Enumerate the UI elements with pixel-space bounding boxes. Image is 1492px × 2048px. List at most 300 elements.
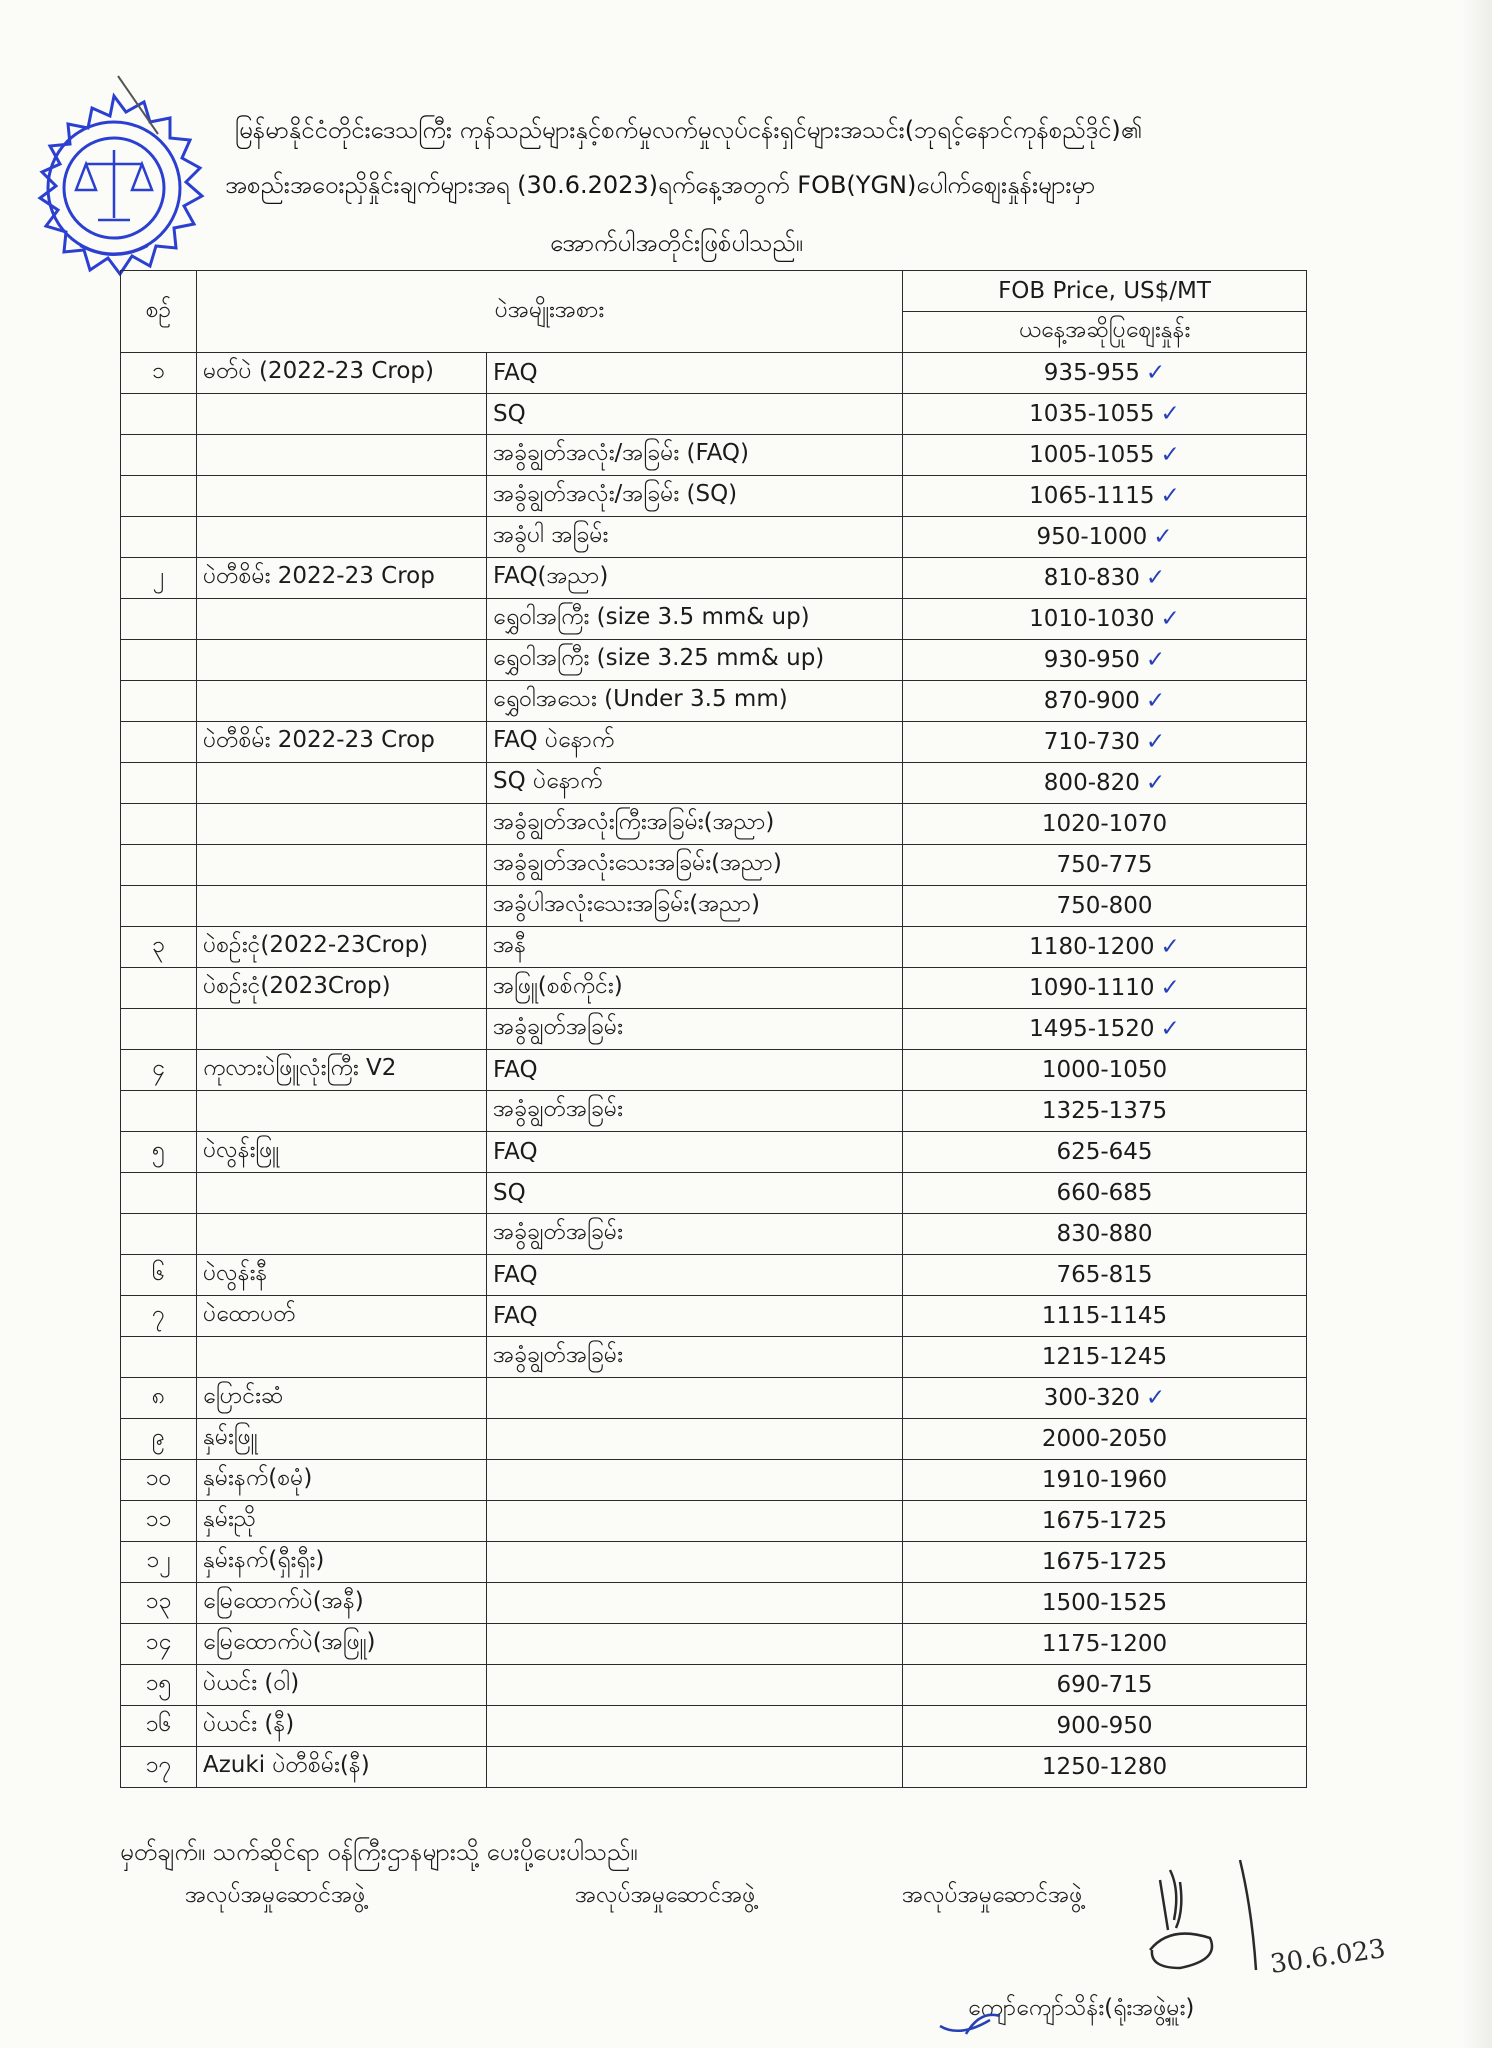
table-row [121,353,1307,394]
row-price-text: 1005-1055 [1029,442,1155,468]
row-price [903,1009,1307,1050]
row-price [903,1296,1307,1337]
row-number [121,558,197,599]
table-row [121,1337,1307,1378]
table-row [121,1050,1307,1091]
row-number [121,353,197,394]
row-number [121,722,197,763]
row-item [197,1378,487,1419]
table-row [121,763,1307,804]
column-header-price: FOB Price, US$/MT [903,271,1307,312]
row-price [903,1050,1307,1091]
row-grade [487,517,903,558]
row-item [197,804,487,845]
signatory-label-2: အလုပ်အမှုဆောင်အဖွဲ့ [575,1882,756,1908]
row-grade-text: FAQ [493,360,538,386]
row-grade [487,1296,903,1337]
row-item [197,763,487,804]
row-price-text: 1000-1050 [1041,1057,1168,1083]
row-price [903,558,1307,599]
row-price-text: 1325-1375 [1041,1098,1168,1124]
row-grade-text: FAQ [493,1139,538,1165]
row-number [121,681,197,722]
row-grade-text: FAQ ပဲနောက် [493,727,615,753]
row-grade [487,435,903,476]
row-number-text: ၁၁ [145,1506,172,1532]
row-item [197,845,487,886]
row-number [121,1583,197,1624]
row-price [903,640,1307,681]
row-grade-text: အနီ [493,932,527,958]
row-item [197,394,487,435]
row-grade-text: အခွံချွတ်အလုံး/အခြမ်း (SQ) [493,481,738,507]
row-item [197,1706,487,1747]
table-row [121,1091,1307,1132]
row-price [903,1337,1307,1378]
row-number-text: ၇ [152,1301,165,1327]
table-row [121,599,1307,640]
row-item-text: ကုလားပဲဖြူလုံးကြီး V2 [203,1055,397,1081]
row-grade-text: FAQ(အညာ) [493,563,609,589]
row-item [197,1460,487,1501]
row-item-text: ပဲယင်း (နီ) [203,1711,295,1737]
table-row [121,517,1307,558]
row-grade [487,1542,903,1583]
row-price-text: 1910-1960 [1041,1467,1168,1493]
row-grade [487,1091,903,1132]
checkmark-tick-icon: ✓ [1160,975,1180,1001]
row-number-text: ၄ [152,1055,165,1081]
row-price [903,1501,1307,1542]
checkmark-tick-icon: ✓ [1145,688,1166,714]
table-row [121,1665,1307,1706]
row-item [197,558,487,599]
row-item [197,1501,487,1542]
table-row [121,476,1307,517]
row-price-text: 900-950 [1056,1713,1153,1739]
row-grade [487,722,903,763]
checkmark-tick-icon: ✓ [1160,442,1180,468]
row-item [197,1091,487,1132]
row-grade-text: အခွံချွတ်အလုံးသေးအခြမ်း(အညာ) [493,850,782,876]
row-item [197,1624,487,1665]
row-grade-text: အခွံပါအလုံးသေးအခြမ်း(အညာ) [493,891,760,917]
row-number [121,845,197,886]
row-grade [487,394,903,435]
header-line-3: အောက်ပါအတိုင်းဖြစ်ပါသည်။ [550,229,803,257]
row-grade [487,1173,903,1214]
table-row [121,1132,1307,1173]
row-price-text: 1065-1115 [1029,483,1155,509]
row-item [197,1337,487,1378]
row-number [121,1706,197,1747]
row-number-text: ၁၅ [145,1670,172,1696]
row-number [121,1009,197,1050]
table-row [121,558,1307,599]
row-item-text: ပဲလွန်းနီ [203,1260,268,1286]
row-item-text: ပဲထောပတ် [203,1301,296,1327]
row-grade [487,927,903,968]
row-grade [487,1009,903,1050]
table-row [121,1747,1307,1788]
row-price-text: 1180-1200 [1029,934,1155,960]
row-price-text: 870-900 [1043,688,1140,714]
table-row [121,435,1307,476]
row-grade [487,353,903,394]
row-grade-text: SQ [493,401,526,427]
table-row [121,1378,1307,1419]
row-grade [487,1665,903,1706]
row-price [903,968,1307,1009]
row-number [121,1501,197,1542]
row-price [903,763,1307,804]
table-row [121,886,1307,927]
row-number [121,1460,197,1501]
column-header-item: ပဲအမျိုးအစား [197,271,903,353]
row-item [197,1009,487,1050]
checkmark-tick-icon: ✓ [1153,524,1173,550]
row-price-text: 935-955 [1043,360,1140,386]
row-grade-text: အခွံချွတ်အခြမ်း [493,1014,623,1040]
table-row [121,1296,1307,1337]
row-item [197,1173,487,1214]
price-table-body [121,353,1307,1788]
row-grade [487,1706,903,1747]
row-number-text: ၁၄ [145,1629,172,1655]
checkmark-tick-icon: ✓ [1145,647,1166,673]
row-price [903,1378,1307,1419]
checkmark-tick-icon: ✓ [1160,483,1180,509]
row-number [121,1173,197,1214]
footer-note: မှတ်ချက်။ သက်ဆိုင်ရာ ဝန်ကြီးဌာနများသို့ ပေးပို့ပေးပါသည်။ [120,1838,638,1866]
row-price-text: 300-320 [1043,1385,1140,1411]
row-number-text: ၁၀ [145,1465,172,1491]
row-grade [487,1501,903,1542]
table-row [121,1419,1307,1460]
table-row [121,394,1307,435]
row-price [903,1419,1307,1460]
row-grade [487,1747,903,1788]
row-item [197,681,487,722]
row-number [121,476,197,517]
checkmark-tick-icon: ✓ [1145,770,1166,796]
row-number [121,1624,197,1665]
row-grade-text: အခွံချွတ်အလုံးကြီးအခြမ်း(အညာ) [493,809,775,835]
row-number-text: ၆ [152,1260,165,1286]
row-number [121,640,197,681]
row-item [197,353,487,394]
table-row [121,845,1307,886]
row-grade-text: ရွှေဝါအကြီး (size 3.25 mm& up) [493,645,825,671]
row-item [197,435,487,476]
table-row [121,1706,1307,1747]
row-item-text: ပဲလွန်းဖြူ [203,1137,280,1163]
row-item [197,599,487,640]
row-price-text: 1215-1245 [1041,1344,1168,1370]
row-grade-text: FAQ [493,1303,538,1329]
signatory-label-1: အလုပ်အမှုဆောင်အဖွဲ့ [185,1882,366,1908]
checkmark-tick-icon: ✓ [1145,1385,1166,1411]
row-grade [487,1378,903,1419]
row-number [121,1378,197,1419]
row-price [903,599,1307,640]
row-grade [487,1624,903,1665]
row-number-text: ၈ [151,1383,166,1409]
row-grade-text: ရွှေဝါအသေး (Under 3.5 mm) [493,686,788,712]
price-table [120,270,1307,1788]
pen-stroke-mark [110,72,170,142]
table-row [121,1255,1307,1296]
row-grade [487,1255,903,1296]
checkmark-tick-icon: ✓ [1160,606,1180,632]
table-row [121,1214,1307,1255]
row-item [197,1214,487,1255]
table-row [121,722,1307,763]
row-item [197,1255,487,1296]
row-price-text: 625-645 [1056,1139,1153,1165]
row-price [903,1583,1307,1624]
row-number-text: ၁၃ [145,1588,172,1614]
row-number [121,804,197,845]
table-row [121,681,1307,722]
row-grade [487,886,903,927]
table-row [121,1460,1307,1501]
row-price-text: 1035-1055 [1029,401,1155,427]
row-number-text: ၅ [152,1137,165,1163]
row-item [197,1542,487,1583]
row-price-text: 1115-1145 [1041,1303,1168,1329]
row-item-text: နှမ်းနက်(စမုံ) [203,1465,313,1491]
row-item [197,1050,487,1091]
row-price [903,1460,1307,1501]
initial-mark [930,1990,1050,2040]
checkmark-tick-icon: ✓ [1145,565,1166,591]
row-grade [487,476,903,517]
table-row [121,968,1307,1009]
row-number-text: ၉ [152,1424,165,1450]
row-grade [487,968,903,1009]
row-price-text: 1010-1030 [1029,606,1155,632]
row-price [903,886,1307,927]
row-price-text: 690-715 [1056,1672,1153,1698]
row-price [903,845,1307,886]
row-item [197,640,487,681]
row-grade [487,558,903,599]
row-number-text: ၁၇ [145,1752,172,1778]
row-price [903,681,1307,722]
table-row [121,927,1307,968]
row-price-text: 1500-1525 [1041,1590,1168,1616]
row-grade [487,845,903,886]
row-number [121,1337,197,1378]
row-number-text: ၁ [152,358,165,384]
row-price [903,435,1307,476]
row-grade [487,681,903,722]
row-grade-text: ရွှေဝါအကြီး (size 3.5 mm& up) [493,604,810,630]
row-item-text: မတ်ပဲ (2022-23 Crop) [203,358,434,384]
row-grade-text: SQ [493,1180,526,1206]
header-line-1: မြန်မာနိုင်ငံတိုင်းဒေသကြီး ကုန်သည်များနှင့်စက်မှုလက်မှုလုပ်ငန်းရှင်များအသင်း(ဘုရင့်နောင်ကုန်စည်ဒိုင်)၏ [235,116,1143,144]
row-price [903,1091,1307,1132]
checkmark-tick-icon: ✓ [1160,401,1180,427]
signatory-label-3: အလုပ်အမှုဆောင်အဖွဲ့ [902,1882,1083,1908]
table-row [121,1009,1307,1050]
row-number [121,1665,197,1706]
row-item-text: ပဲတီစိမ်း 2022-23 Crop [203,727,435,753]
row-price [903,1255,1307,1296]
row-number [121,1747,197,1788]
row-grade-text: အခွံပါ အခြမ်း [493,522,609,548]
row-price-text: 1675-1725 [1041,1508,1168,1534]
row-item-text: ပြောင်းဆံ [203,1383,284,1409]
row-price [903,804,1307,845]
table-row [121,640,1307,681]
row-item-text: ပဲယင်း (ဝါ) [203,1670,300,1696]
row-grade [487,640,903,681]
row-number [121,1050,197,1091]
row-price-text: 800-820 [1043,770,1140,796]
row-item [197,1419,487,1460]
row-number-text: ၁၂ [146,1547,171,1573]
row-price-text: 750-775 [1056,852,1153,878]
row-grade-text: အဖြူ(စစ်ကိုင်း) [493,973,623,999]
row-price-text: 765-815 [1056,1262,1153,1288]
row-number [121,1132,197,1173]
row-number-text: ၃ [152,932,165,958]
row-price [903,353,1307,394]
row-price [903,1706,1307,1747]
column-header-price-sub: ယနေ့အဆိုပြုစျေးနှုန်း [903,312,1307,353]
row-number [121,1419,197,1460]
row-number [121,927,197,968]
row-item [197,1747,487,1788]
row-grade-text: FAQ [493,1057,538,1083]
row-grade [487,763,903,804]
row-grade [487,1050,903,1091]
row-item [197,1583,487,1624]
row-price-text: 810-830 [1043,565,1140,591]
row-grade-text: အခွံချွတ်အခြမ်း [493,1096,623,1122]
checkmark-tick-icon: ✓ [1145,360,1166,386]
checkmark-tick-icon: ✓ [1145,729,1166,755]
row-price-text: 2000-2050 [1041,1426,1168,1452]
row-item [197,1296,487,1337]
row-price-text: 950-1000 [1036,524,1148,550]
row-number [121,1214,197,1255]
row-item [197,476,487,517]
row-item-text: ပဲတီစိမ်း 2022-23 Crop [203,563,435,589]
header-line-2: အစည်းအဝေးညှိနှိုင်းချက်များအရ (30.6.2023)ရက်နေ့အတွက် FOB(YGN)ပေါက်စျေးနှုန်းများမှာ [225,171,1096,199]
row-price [903,722,1307,763]
row-item [197,886,487,927]
row-price [903,1173,1307,1214]
row-price-text: 710-730 [1043,729,1140,755]
row-price-text: 1175-1200 [1041,1631,1168,1657]
row-grade [487,1583,903,1624]
row-price-text: 830-880 [1056,1221,1153,1247]
row-number [121,394,197,435]
row-number [121,1542,197,1583]
row-price-text: 750-800 [1056,893,1153,919]
row-grade-text: အခွံချွတ်အခြမ်း [493,1342,623,1368]
row-price [903,1214,1307,1255]
row-price [903,394,1307,435]
row-grade [487,599,903,640]
row-item [197,1132,487,1173]
table-row [121,1583,1307,1624]
column-header-no: စဉ် [121,271,197,353]
row-number [121,1091,197,1132]
row-price-text: 930-950 [1043,647,1140,673]
row-item-text: နှမ်းဖြူ [203,1424,258,1450]
row-number [121,886,197,927]
row-item-text: နှမ်းညို [203,1506,257,1532]
row-price [903,1665,1307,1706]
row-price [903,517,1307,558]
row-item-text: Azuki ပဲတီစိမ်း(နီ) [203,1752,370,1778]
row-grade [487,1132,903,1173]
row-price-text: 1495-1520 [1029,1016,1155,1042]
row-number-text: ၂ [152,563,165,589]
row-grade-text: အခွံချွတ်အလုံး/အခြမ်း (FAQ) [493,440,749,466]
signer-name: ကျော်ကျော်သိန်း(ရုံးအဖွဲ့မှူး) [968,1995,1195,2021]
row-item-text: မြေထောက်ပဲ(အဖြူ) [203,1629,376,1655]
row-price [903,476,1307,517]
row-item [197,968,487,1009]
row-item [197,1665,487,1706]
row-grade [487,804,903,845]
table-row [121,1501,1307,1542]
signature-date: 30.6.023 [1268,1934,1388,1980]
row-grade-text: အခွံချွတ်အခြမ်း [493,1219,623,1245]
row-number [121,1255,197,1296]
row-item-text: နှမ်းနက်(ရှီးရှီး) [203,1547,325,1573]
row-number [121,435,197,476]
row-item-text: ပဲစဉ်းငုံ(2023Crop) [203,973,391,999]
row-grade [487,1460,903,1501]
row-number-text: ၁၆ [145,1711,172,1737]
row-number [121,763,197,804]
row-number [121,968,197,1009]
row-price-text: 1090-1110 [1029,975,1155,1001]
row-number [121,517,197,558]
row-item [197,517,487,558]
table-row [121,1624,1307,1665]
row-item [197,927,487,968]
table-row [121,1542,1307,1583]
checkmark-tick-icon: ✓ [1160,934,1180,960]
checkmark-tick-icon: ✓ [1160,1016,1180,1042]
row-item [197,722,487,763]
row-price [903,1132,1307,1173]
row-grade-text: SQ ပဲနောက် [493,768,603,794]
row-item-text: မြေထောက်ပဲ(အနီ) [203,1588,364,1614]
row-price-text: 660-685 [1056,1180,1153,1206]
row-number [121,599,197,640]
row-price-text: 1675-1725 [1041,1549,1168,1575]
row-grade-text: FAQ [493,1262,538,1288]
row-price [903,1542,1307,1583]
row-price-text: 1020-1070 [1041,811,1168,837]
row-price-text: 1250-1280 [1041,1754,1168,1780]
row-grade [487,1214,903,1255]
row-grade [487,1419,903,1460]
row-grade [487,1337,903,1378]
row-number [121,1296,197,1337]
row-item-text: ပဲစဉ်းငုံ(2022-23Crop) [203,932,429,958]
row-price [903,927,1307,968]
table-row [121,1173,1307,1214]
